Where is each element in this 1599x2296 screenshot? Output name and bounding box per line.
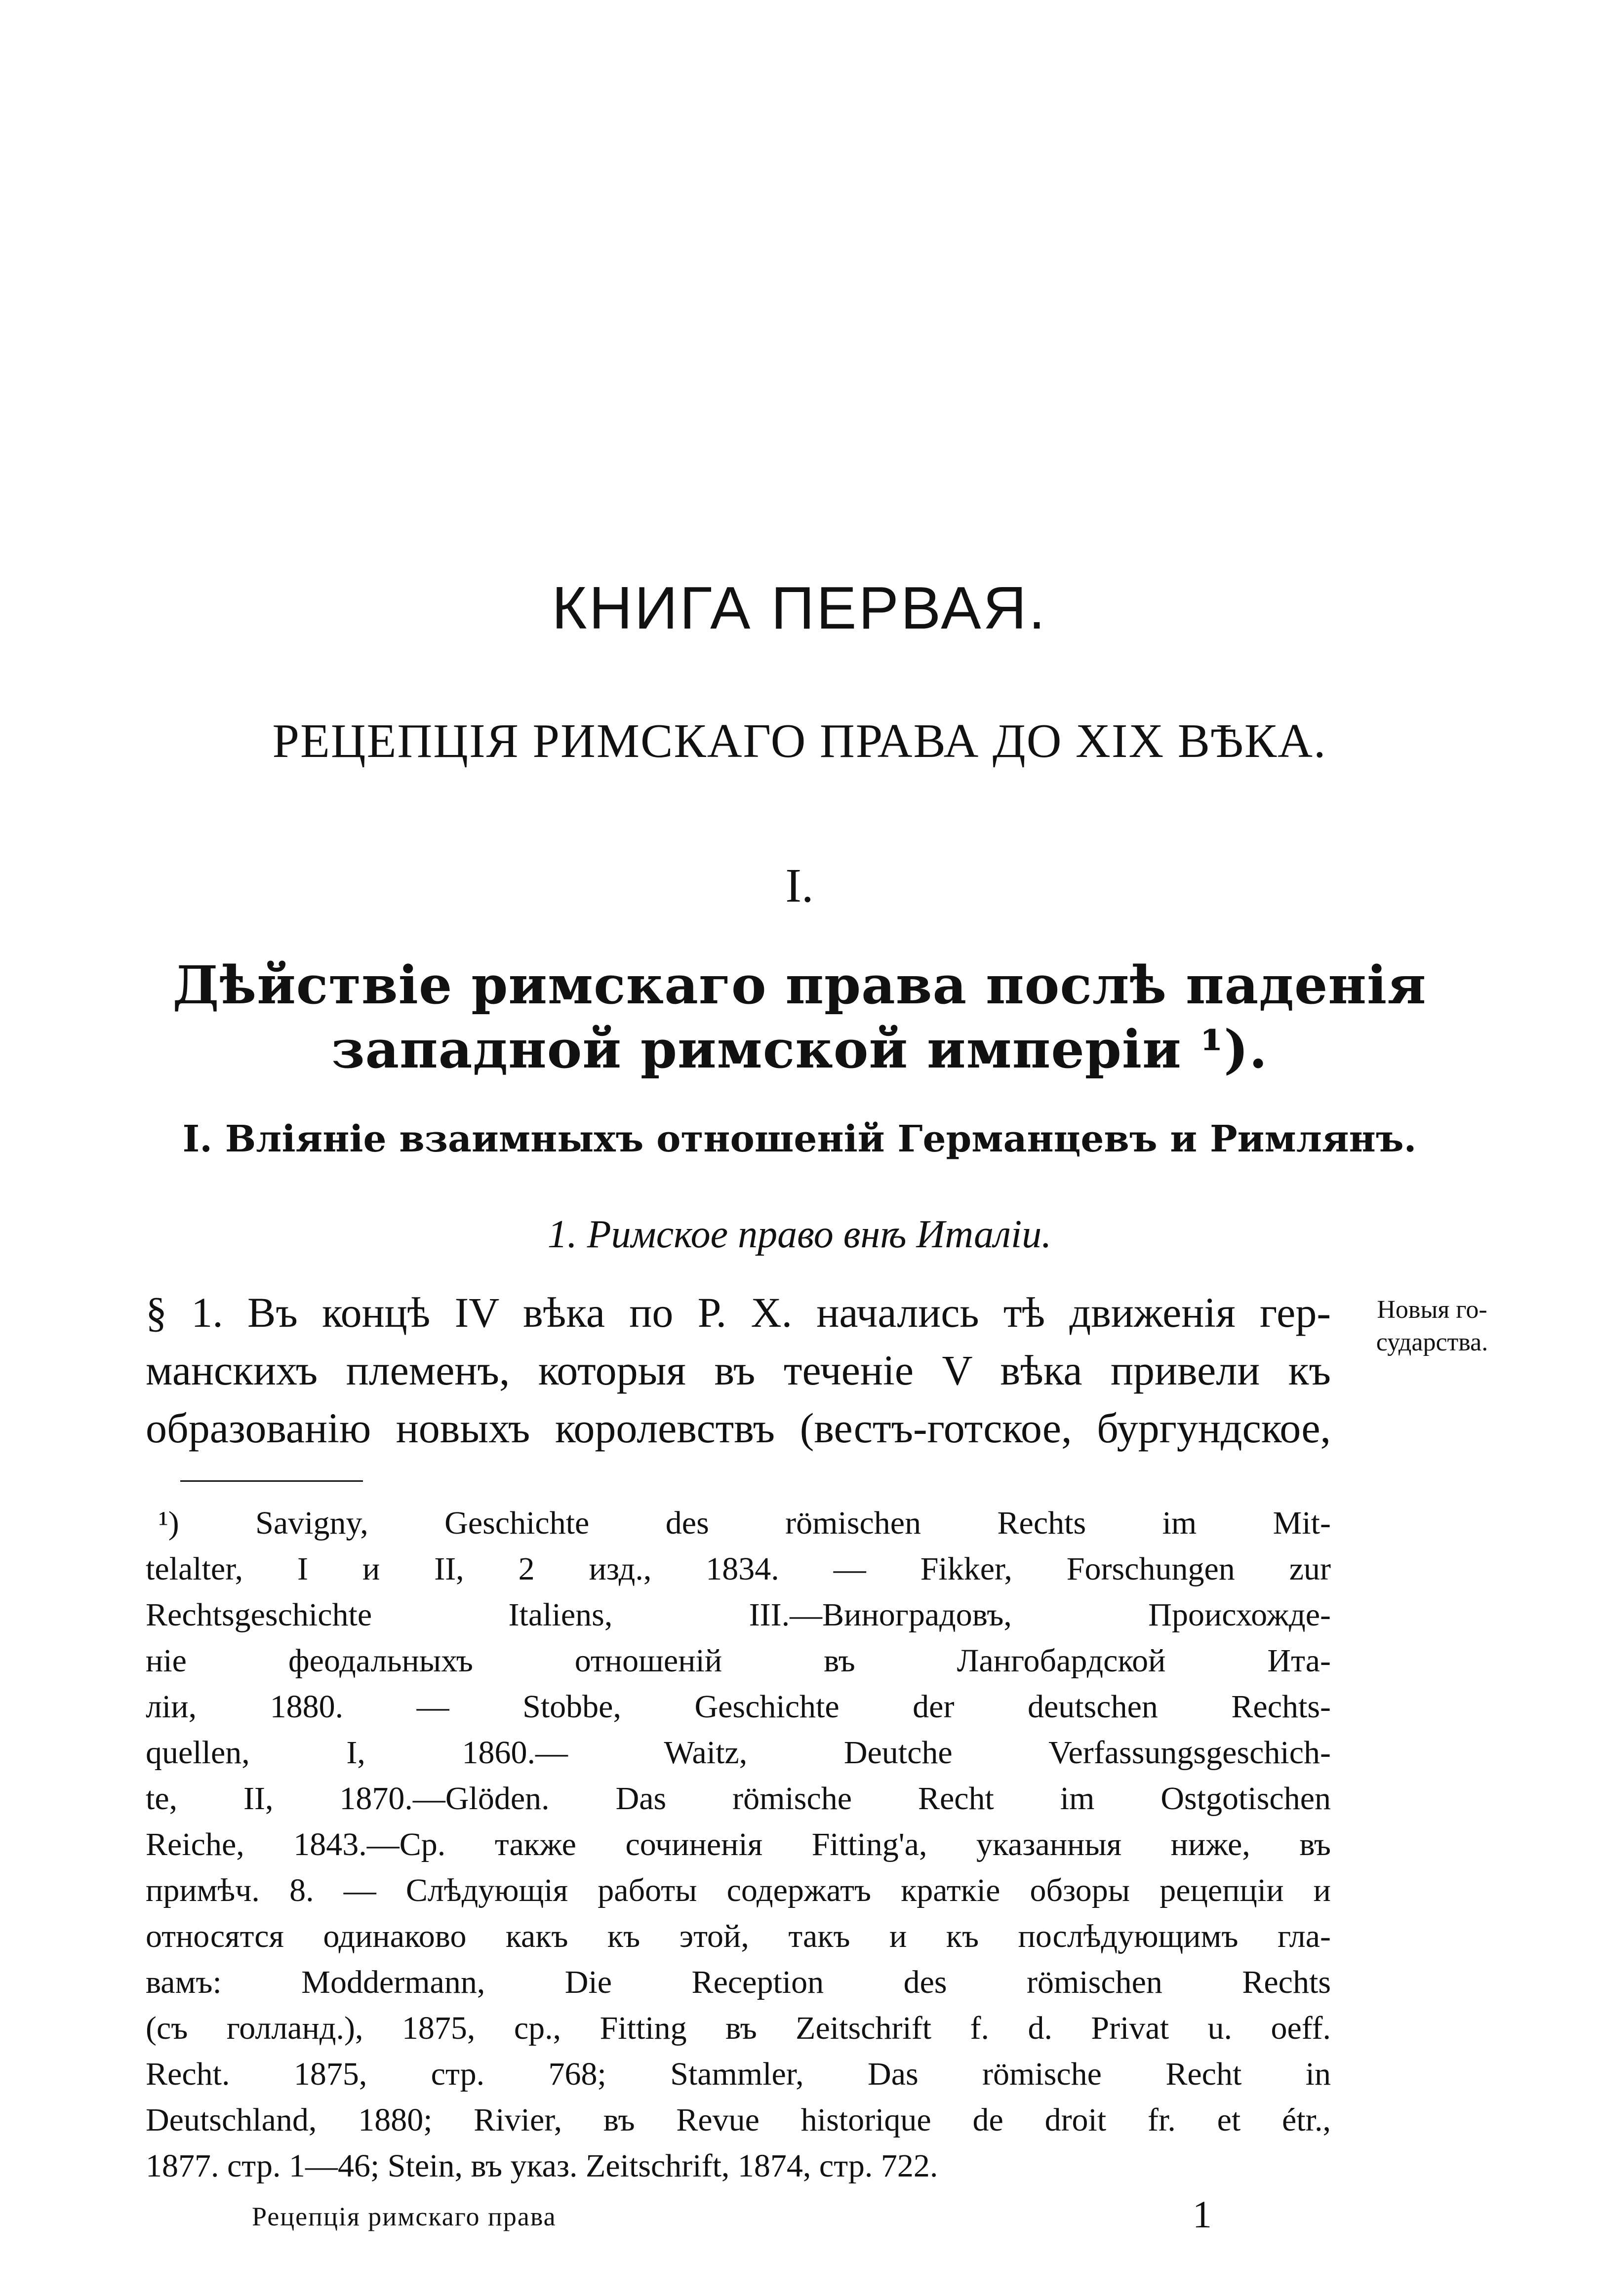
footnote-block [146, 1500, 1331, 2189]
chapter-title [0, 953, 1599, 1081]
margin-note-line: сударства. [1376, 1328, 1488, 1356]
chapter-title-line: западной римской имперіи ¹). [331, 1018, 1268, 1080]
section-heading: I. Вліяніе взаимныхъ отношеній Германцевъ и Римлянъ. [182, 1118, 1417, 1160]
page-number: 1 [1193, 2193, 1212, 2236]
running-footer: Рецепція римскаго права [252, 2202, 557, 2231]
book-title: КНИГА ПЕРВАЯ. [552, 574, 1047, 641]
chapter-title-line: Дѣйствіе римскаго права послѣ паденія [172, 954, 1427, 1016]
body-line: манскихъ племенъ, которыя въ теченіе V вѣка привели къ [146, 1346, 1331, 1394]
footnote-line: примѣч. 8. — Слѣдующія работы содержатъ краткіе обзоры рецепціи и [146, 1872, 1331, 1908]
body-paragraph [146, 1284, 1331, 1457]
body-line: § 1. Въ концѣ IV вѣка по Р. Х. начались тѣ движенія гер- [146, 1289, 1331, 1336]
footnote-line: telalter, I и II, 2 изд., 1834. — Fikker, Forschungen zur [146, 1551, 1331, 1587]
footnote-line: Recht. 1875, стр. 768; Stammler, Das römische Recht in [146, 2056, 1331, 2092]
chapter-number: I. [785, 859, 814, 912]
footnote-line: 1877. стр. 1—46; Stein, въ указ. Zeitschrift, 1874, стр. 722. [146, 2148, 938, 2184]
body-line: образованію новыхъ королевствъ (вестъ-готское, бургундское, [146, 1404, 1331, 1452]
footnote-line: te, II, 1870.—Glöden. Das römische Recht im Ostgotischen [146, 1781, 1331, 1817]
footnote-line: ліи, 1880. — Stobbe, Geschichte der deutschen Rechts- [146, 1689, 1331, 1725]
footnote-line: относятся одинаково какъ къ этой, такъ и къ послѣдующимъ гла- [146, 1918, 1331, 1954]
footnote-line: Deutschland, 1880; Rivier, въ Revue historique de droit fr. et étr., [146, 2102, 1331, 2138]
footnote-line: вамъ: Moddermann, Die Reception des römischen Rechts [146, 1964, 1331, 2000]
subsection-heading: 1. Римское право внѣ Италіи. [547, 1213, 1052, 1256]
footnote-divider [180, 1480, 363, 1482]
book-subtitle: РЕЦЕПЦІЯ РИМСКАГО ПРАВА ДО XIX ВѢКА. [272, 714, 1327, 768]
footnote-line: (съ голланд.), 1875, ср., Fitting въ Zeitschrift f. d. Privat u. oeff. [146, 2010, 1331, 2046]
footnote-line: ¹) Savigny, Geschichte des römischen Rechts im Mit- [159, 1505, 1331, 1541]
footnote-line: Rechtsgeschichte Italiens, III.—Виноградовъ, Происхожде- [146, 1597, 1331, 1633]
margin-note-line: Новыя го- [1377, 1296, 1487, 1324]
footnote-line: ніе феодальныхъ отношеній въ Лангобардской Ита- [146, 1643, 1331, 1679]
footnote-line: Reiche, 1843.—Ср. также сочиненія Fitting'a, указанныя ниже, въ [146, 1826, 1331, 1862]
footnote-line: quellen, I, 1860.— Waitz, Deutche Verfassungsgeschich- [146, 1735, 1331, 1771]
margin-note [1351, 1294, 1514, 1359]
